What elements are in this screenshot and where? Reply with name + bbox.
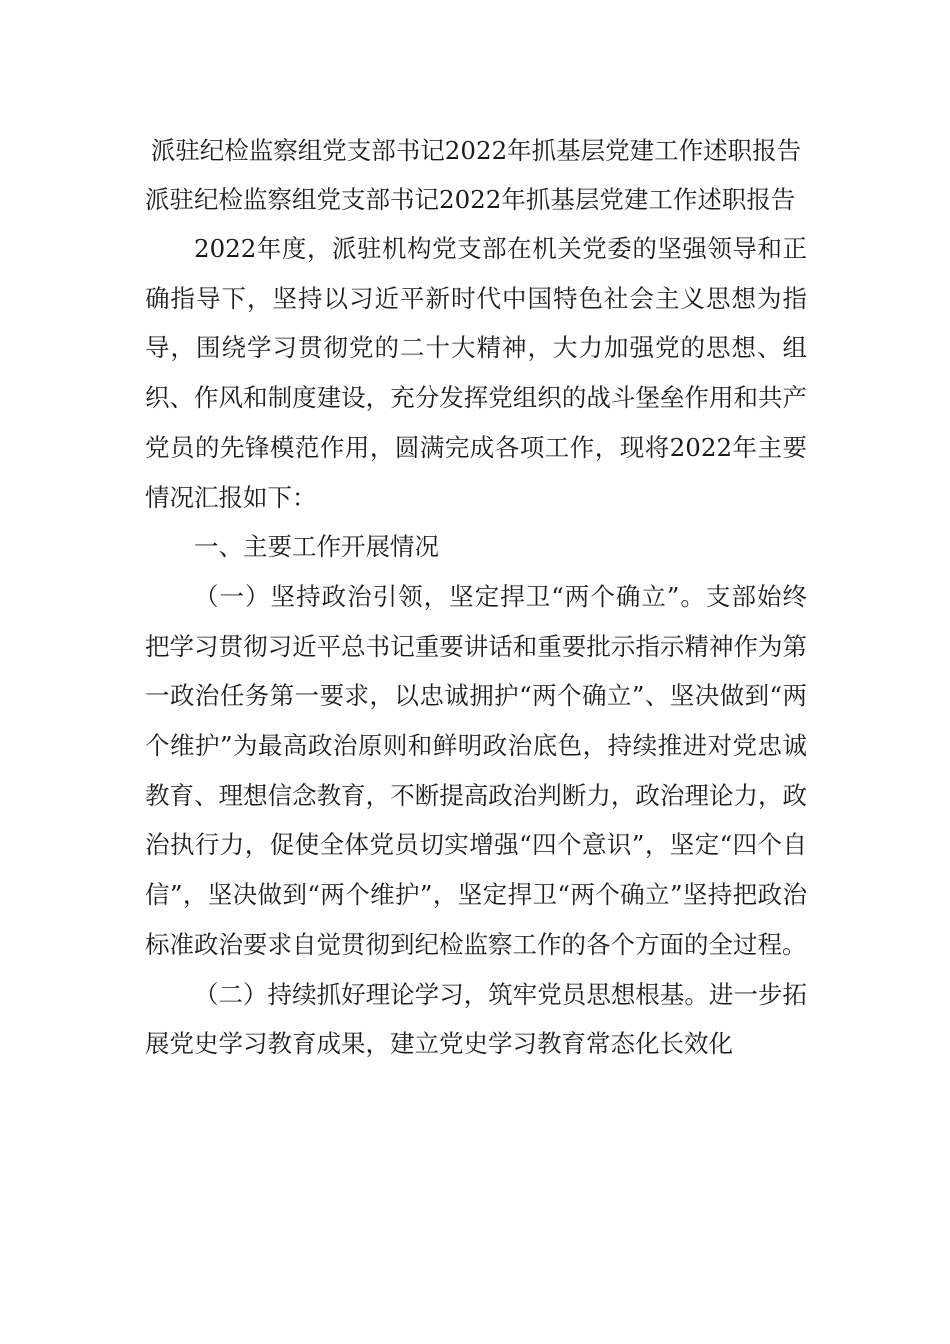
section-heading: 一、主要工作开展情况 — [194, 532, 439, 562]
document-subtitle: 派驻纪检监察组党支部书记2022年抓基层党建工作述职报告 — [145, 185, 796, 214]
item-1-paragraph: （一）坚持政治引领，坚定捍卫“两个确立”。支部始终把学习贯彻习近平总书记重要讲话和重要批示指示精神作为第一政治任务第一要求，以忠诚拥护“两个确立”、坚决做到“两个维护”为最高政治原则和鲜明政治底色，持续推进对党忠诚教育、理想信念教育，不断提高政治判断力，政治理论力，政治执行力，促使全体党员切实增强“四个意识”，坚定“四个自信”，坚决做到“两个维护”，坚定捍卫“两个确立”坚持把政治标准政治要求自觉贯彻到纪检监察工作的各个方面的全过程。 — [145, 581, 807, 959]
document-title: 派驻纪检监察组党支部书记2022年抓基层党建工作述职报告 — [150, 136, 802, 165]
intro-paragraph: 2022年度，派驻机构党支部在机关党委的坚强领导和正确指导下，坚持以习近平新时代中国特色社会主义思想为指导，围绕学习贯彻党的二十大精神，大力加强党的思想、组织、作风和制度建设，充分发挥党组织的战斗堡垒作用和共产党员的先锋模范作用，圆满完成各项工作，现将2022年主要情况汇报如下： — [145, 234, 807, 512]
item-2-paragraph: （二）持续抓好理论学习，筑牢党员思想根基。进一步拓展党史学习教育成果，建立党史学习教育常态化长效化 — [145, 979, 807, 1059]
document-body — [145, 126, 807, 1069]
